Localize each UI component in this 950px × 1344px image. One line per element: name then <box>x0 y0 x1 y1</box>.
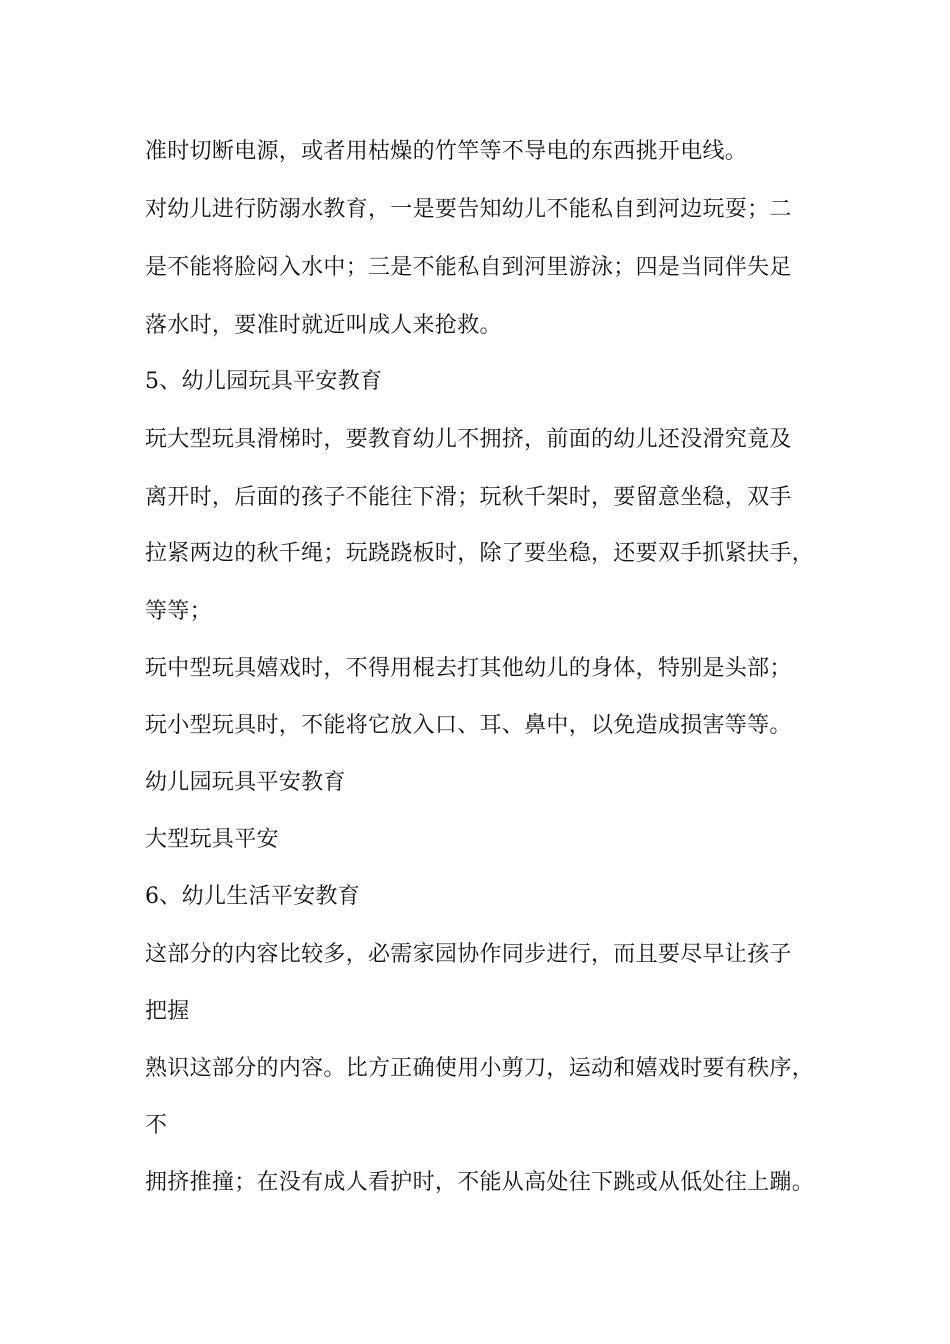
text-line: 不 <box>145 1113 168 1138</box>
text-line: 准时切断电源，或者用枯燥的竹竿等不导电的东西挑开电线。 <box>145 139 748 164</box>
text-line: 拥挤推撞；在没有成人看护时，不能从高处往下跳或从低处往上蹦。 <box>145 1170 815 1195</box>
text-line: 熟识这部分的内容。比方正确使用小剪刀，运动和嬉戏时要有秩序， <box>145 1056 815 1081</box>
text-line: 等等； <box>145 599 212 624</box>
text-line: 对幼儿进行防溺水教育，一是要告知幼儿不能私自到河边玩耍；二 <box>145 197 792 222</box>
text-line: 幼儿园玩具平安教育 <box>145 770 346 795</box>
text-line: 落水时，要准时就近叫成人来抢救。 <box>145 313 502 338</box>
text-line: 玩小型玩具时，不能将它放入口、耳、鼻中，以免造成损害等等。 <box>145 713 792 738</box>
text-line: 玩大型玩具滑梯时，要教育幼儿不拥挤，前面的幼儿还没滑究竟及 <box>145 427 792 452</box>
text-line: 玩中型玩具嬉戏时，不得用棍去打其他幼儿的身体，特别是头部； <box>145 656 792 681</box>
text-line: 离开时，后面的孩子不能往下滑；玩秋千架时，要留意坐稳，双手 <box>145 485 792 510</box>
section-heading: 5、幼儿园玩具平安教育 <box>145 369 383 394</box>
section-heading: 6、幼儿生活平安教育 <box>145 884 360 909</box>
text-line: 把握 <box>145 999 190 1024</box>
text-line: 拉紧两边的秋千绳；玩跷跷板时，除了要坐稳，还要双手抓紧扶手， <box>145 541 815 566</box>
text-line: 这部分的内容比较多，必需家园协作同步进行，而且要尽早让孩子 <box>145 942 792 967</box>
text-line: 是不能将脸闷入水中；三是不能私自到河里游泳；四是当同伴失足 <box>145 255 792 280</box>
text-line: 大型玩具平安 <box>145 827 279 852</box>
